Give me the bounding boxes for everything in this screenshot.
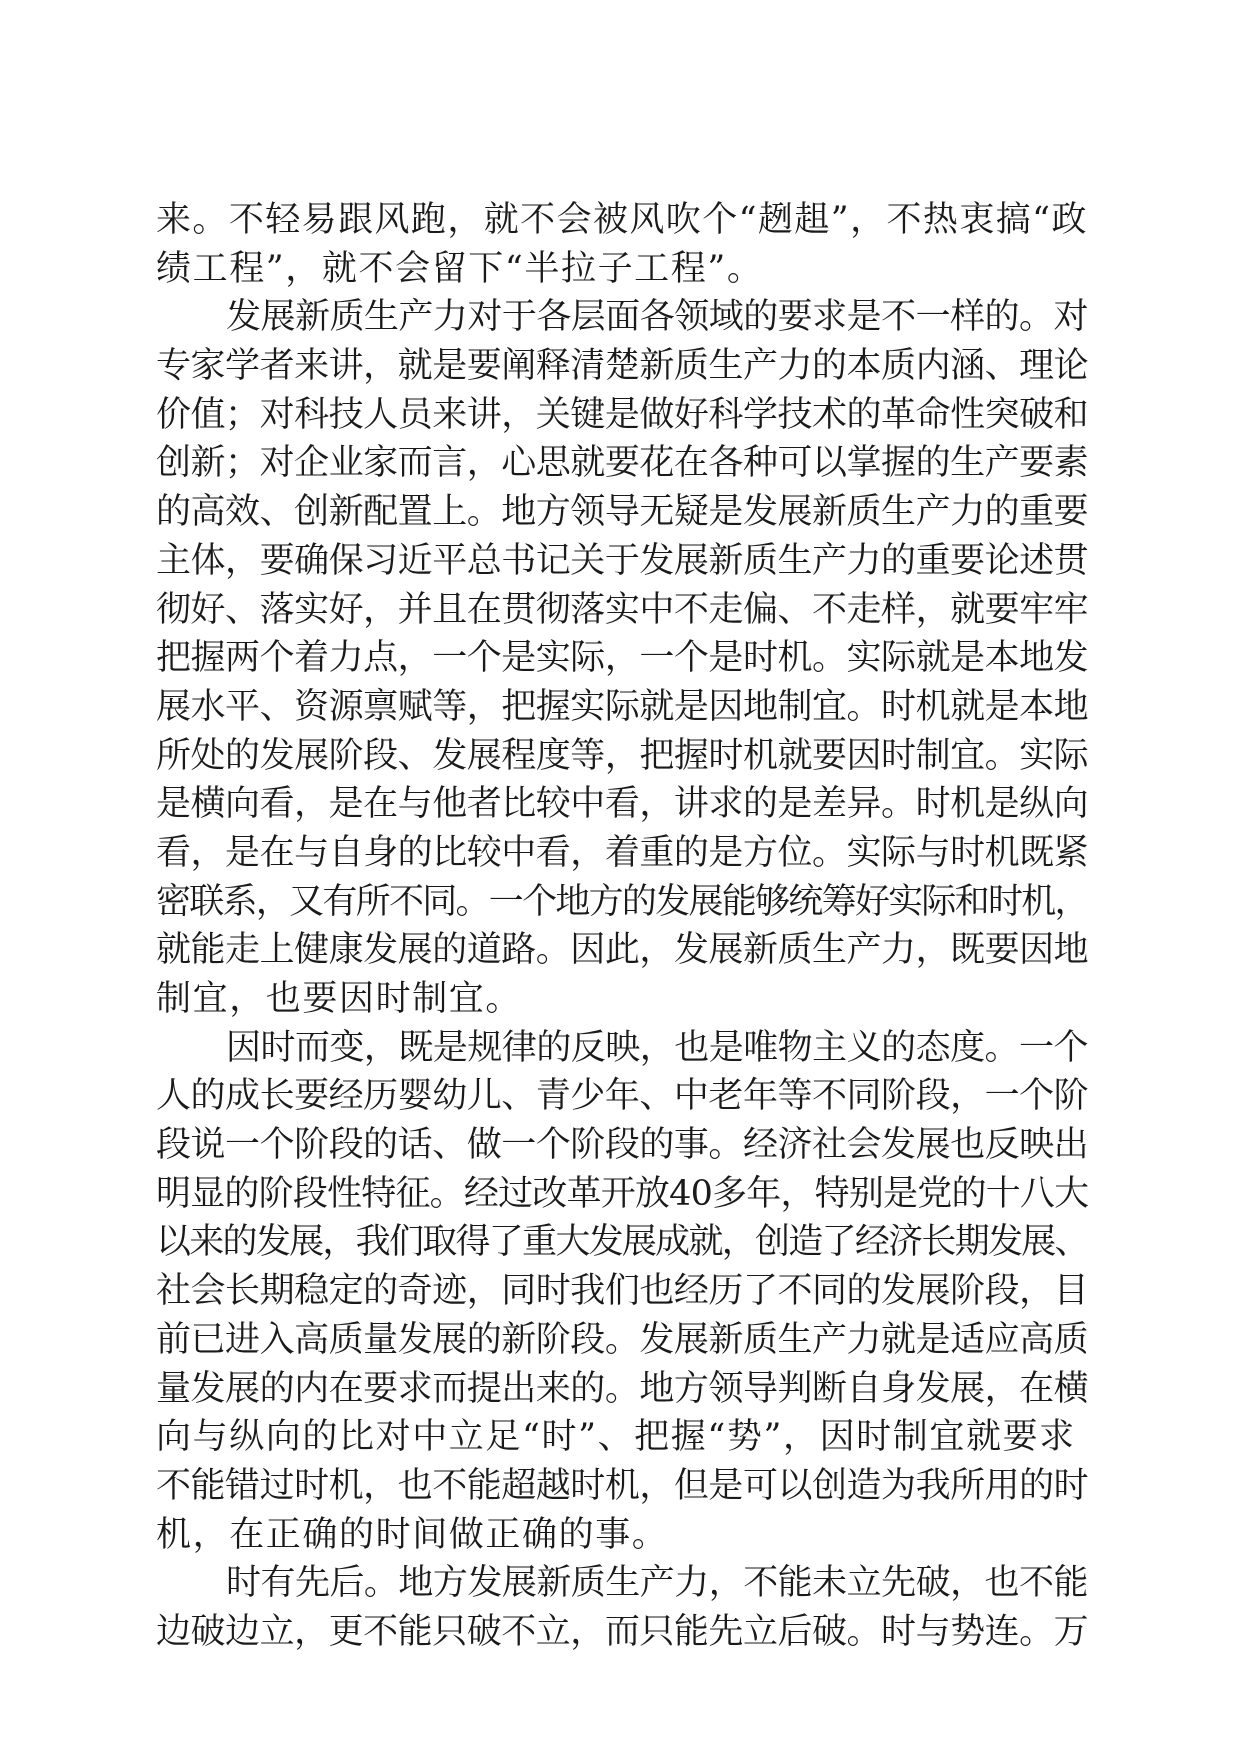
text-line: 展水平、资源禀赋等，把握实际就是因地制宜。时机就是本地 [156, 686, 1089, 727]
paragraph-first-line: 因时而变，既是规律的反映，也是唯物主义的态度。一个 [226, 1027, 1089, 1068]
body-text [156, 196, 1088, 1657]
text-line: 前已进入高质量发展的新阶段。发展新质生产力就是适应高质 [156, 1319, 1089, 1360]
text-line: 明显的阶段性特征。经过改革开放40多年，特别是党的十八大 [156, 1173, 1089, 1214]
text-line: 来。不轻易跟风跑，就不会被风吹个“趔趄”，不热衷搞“政 [156, 200, 1088, 240]
text-line: 不能错过时机，也不能超越时机，但是可以创造为我所用的时 [156, 1465, 1089, 1506]
text-line: 机，在正确的时间做正确的事。 [156, 1514, 669, 1555]
paragraph-first-line: 时有先后。地方发展新质生产力，不能未立先破，也不能 [226, 1563, 1089, 1604]
text-line: 创新；对企业家而言，心思就要花在各种可以掌握的生产要素 [156, 443, 1089, 484]
text-line: 是横向看，是在与他者比较中看，讲求的是差异。时机是纵向 [156, 784, 1089, 825]
text-line: 量发展的内在要求而提出来的。地方领导判断自身发展，在横 [156, 1368, 1089, 1409]
text-line: 密联系，又有所不同。一个地方的发展能够统筹好实际和时机， [156, 881, 1088, 922]
text-line: 以来的发展，我们取得了重大发展成就，创造了经济长期发展、 [156, 1222, 1088, 1263]
text-line: 所处的发展阶段、发展程度等，把握时机就要因时制宜。实际 [156, 735, 1089, 776]
text-line: 制宜，也要因时制宜。 [156, 979, 523, 1019]
text-line: 段说一个阶段的话、做一个阶段的事。经济社会发展也反映出 [156, 1125, 1089, 1166]
text-line: 绩工程”，就不会留下“半拉子工程”。 [156, 248, 764, 289]
text-line: 向与纵向的比对中立足“时”、把握“势”，因时制宜就要求 [156, 1417, 1076, 1458]
text-line: 专家学者来讲，就是要阐释清楚新质生产力的本质内涵、理论 [156, 346, 1089, 387]
text-line: 彻好、落实好，并且在贯彻落实中不走偏、不走样，就要牢牢 [156, 589, 1089, 630]
text-line: 的高效、创新配置上。地方领导无疑是发展新质生产力的重要 [156, 492, 1089, 533]
text-line: 人的成长要经历婴幼儿、青少年、中老年等不同阶段，一个阶 [156, 1076, 1089, 1117]
text-line: 把握两个着力点，一个是实际，一个是时机。实际就是本地发 [156, 638, 1089, 679]
text-line: 边破边立，更不能只破不立，而只能先立后破。时与势连。万 [156, 1611, 1089, 1652]
text-line: 社会长期稳定的奇迹，同时我们也经历了不同的发展阶段，目 [156, 1271, 1089, 1312]
text-line: 主体，要确保习近平总书记关于发展新质生产力的重要论述贯 [156, 540, 1089, 581]
paragraph-first-line: 发展新质生产力对于各层面各领域的要求是不一样的。对 [226, 297, 1089, 338]
text-line: 就能走上健康发展的道路。因此，发展新质生产力，既要因地 [156, 930, 1089, 971]
text-line: 看，是在与自身的比较中看，着重的是方位。实际与时机既紧 [156, 832, 1089, 873]
text-line: 价值；对科技人员来讲，关键是做好科学技术的革命性突破和 [156, 394, 1089, 435]
